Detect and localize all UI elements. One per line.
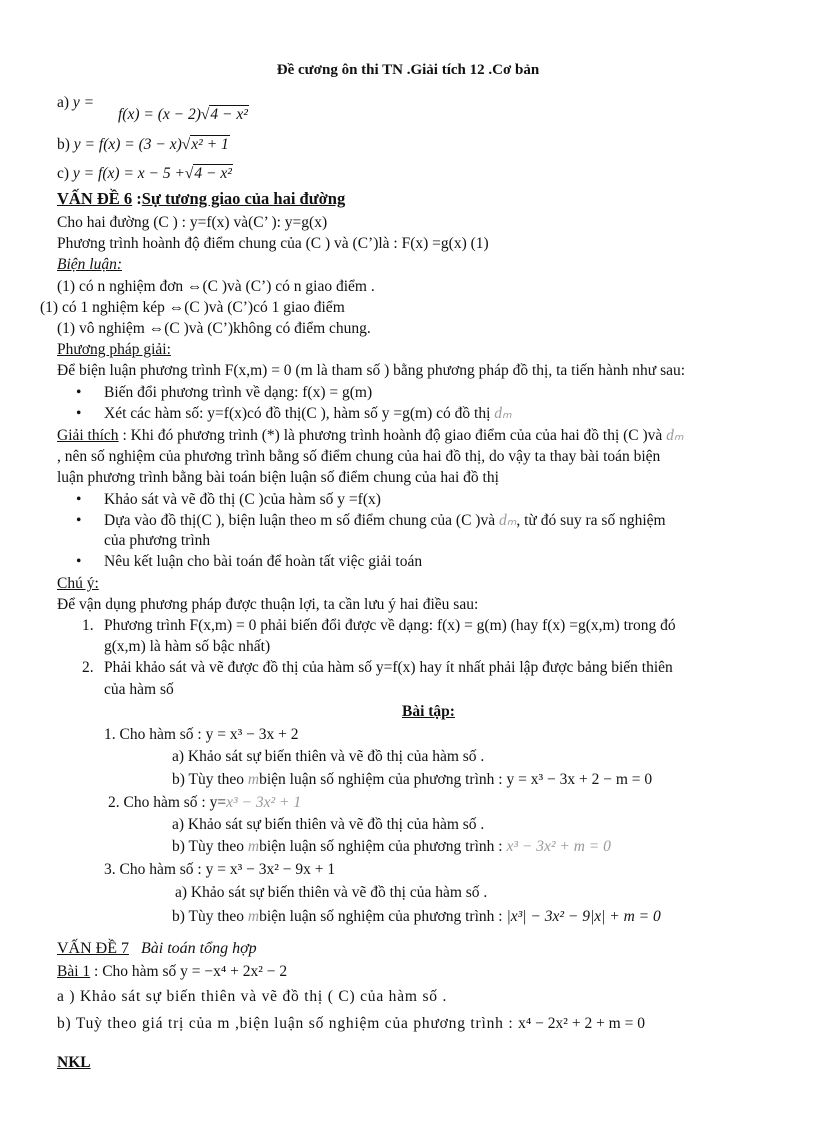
chu-y-label: Chú ý: [57, 575, 99, 592]
section6-line2: Phương trình hoành độ điểm chung của (C ) và (C’)là : F(x) =g(x) (1) [57, 235, 489, 252]
bien-luan-label: Biện luận: [57, 256, 122, 273]
phuong-phap-label: Phương pháp giải: [57, 341, 171, 358]
note-1-cont: g(x,m) là hàm số bậc nhất) [104, 638, 271, 655]
bai-1b: b) Tuỳ theo giá trị của m ,biện luận số nghiệm của phương trình : x⁴ − 2x² + 2 + m = 0 [57, 1015, 645, 1032]
page-title: Đề cương ôn thi TN .Giải tích 12 .Cơ bản [276, 62, 540, 78]
problem-3a: a) Khảo sát sự biến thiên và vẽ đồ thị của hàm số . [175, 884, 488, 901]
note-2-cont: của hàm số [104, 681, 174, 698]
bullet-3: • Khảo sát và vẽ đồ thị (C )của hàm số y =f(x) [104, 491, 381, 509]
giai-thich-line1: Giải thích : Khi đó phương trình (*) là phương trình hoành độ giao điểm của của hai đồ thị (C )và dₘ [57, 427, 684, 444]
problem-1a: a) Khảo sát sự biến thiên và vẽ đồ thị của hàm số . [172, 748, 485, 765]
giai-thich-line3: luận phương trình bằng bài toán biện luận số điểm chung của hai đồ thị [57, 469, 499, 486]
dm-symbol: dₘ [498, 512, 517, 529]
bai-1a: a ) Khảo sát sự biến thiên và vẽ đồ thị ( C) của hàm số . [57, 988, 448, 1005]
note-2: 2. Phải khảo sát và vẽ được đồ thị của hàm số y=f(x) hay ít nhất phải lập được bảng biến thiên [82, 659, 673, 676]
section6-heading: VẤN ĐỀ 6 :Sự tương giao của hai đường [57, 189, 346, 208]
problem-1: 1. Cho hàm số : y = x³ − 3x + 2 [104, 726, 299, 743]
exercise-a-formula: f(x) = (x − 2)√4 − x² [118, 106, 248, 123]
bullet-2: • Xét các hàm số: y=f(x)có đồ thị(C ), hàm số y =g(m) có đồ thị dₘ [104, 405, 512, 423]
problem-2a: a) Khảo sát sự biến thiên và vẽ đồ thị của hàm số . [172, 816, 485, 833]
bullet-4-cont: của phương trình [104, 532, 211, 549]
bullet-4: • Dựa vào đồ thị(C ), biện luận theo m số điểm chung của (C )và dₘ, từ đó suy ra số nghiệm [104, 512, 666, 530]
problem-3b: b) Tùy theo mbiện luận số nghiệm của phương trình : |x³| − 3x² − 9|x| + m = 0 [172, 908, 661, 925]
baitap-heading: Bài tập: [402, 703, 455, 720]
problem-2: 2. Cho hàm số : y=x³ − 3x² + 1 [108, 794, 302, 811]
case-1: (1) có n nghiệm đơn ⇔(C )và (C’) có n giao điểm . [57, 278, 375, 295]
problem-1b: b) Tùy theo mbiện luận số nghiệm của phương trình : y = x³ − 3x + 2 − m = 0 [172, 771, 653, 788]
exercise-a: a) y = [57, 94, 95, 111]
section7-heading: VẤN ĐỀ 7 Bài toán tổng hợp [57, 940, 257, 957]
case-3: (1) vô nghiệm ⇔(C )và (C’)không có điểm chung. [57, 320, 371, 337]
problem-3: 3. Cho hàm số : y = x³ − 3x² − 9x + 1 [104, 861, 336, 878]
problem-2b: b) Tùy theo mbiện luận số nghiệm của phương trình : x³ − 3x² + m = 0 [172, 838, 611, 855]
giai-thich-line2: , nên số nghiệm của phương trình bằng số điểm chung của hai đồ thị, do vậy ta thay bài toán biện [57, 448, 661, 465]
section6-line1: Cho hai đường (C ) : y=f(x) và(C’ ): y=g(x) [57, 214, 328, 231]
case-2: (1) có 1 nghiệm kép ⇔(C )và (C’)có 1 giao điểm [40, 299, 345, 316]
dm-symbol: dₘ [666, 427, 684, 444]
exercise-c: c) y = f(x) = x − 5 +√4 − x² [57, 165, 232, 182]
exercise-b: b) y = f(x) = (3 − x)√x² + 1 [57, 136, 229, 153]
dm-symbol: dₘ [494, 405, 512, 422]
bullet-1: • Biến đổi phương trình về dạng: f(x) = g(m) [104, 384, 372, 402]
footer-signature: NKL [57, 1054, 91, 1071]
note-1: 1. Phương trình F(x,m) = 0 phải biến đổi được về dạng: f(x) = g(m) (hay f(x) =g(x,m) trong đó [82, 617, 676, 634]
phuong-phap-line: Để biện luận phương trình F(x,m) = 0 (m là tham số ) bằng phương pháp đồ thị, ta tiến hành như sau: [57, 362, 686, 379]
bai-1: Bài 1 : Cho hàm số y = −x⁴ + 2x² − 2 [57, 963, 288, 980]
chu-y-line: Để vận dụng phương pháp được thuận lợi, ta cần lưu ý hai điều sau: [57, 596, 479, 613]
bullet-5: • Nêu kết luận cho bài toán để hoàn tất việc giải toán [104, 553, 422, 571]
